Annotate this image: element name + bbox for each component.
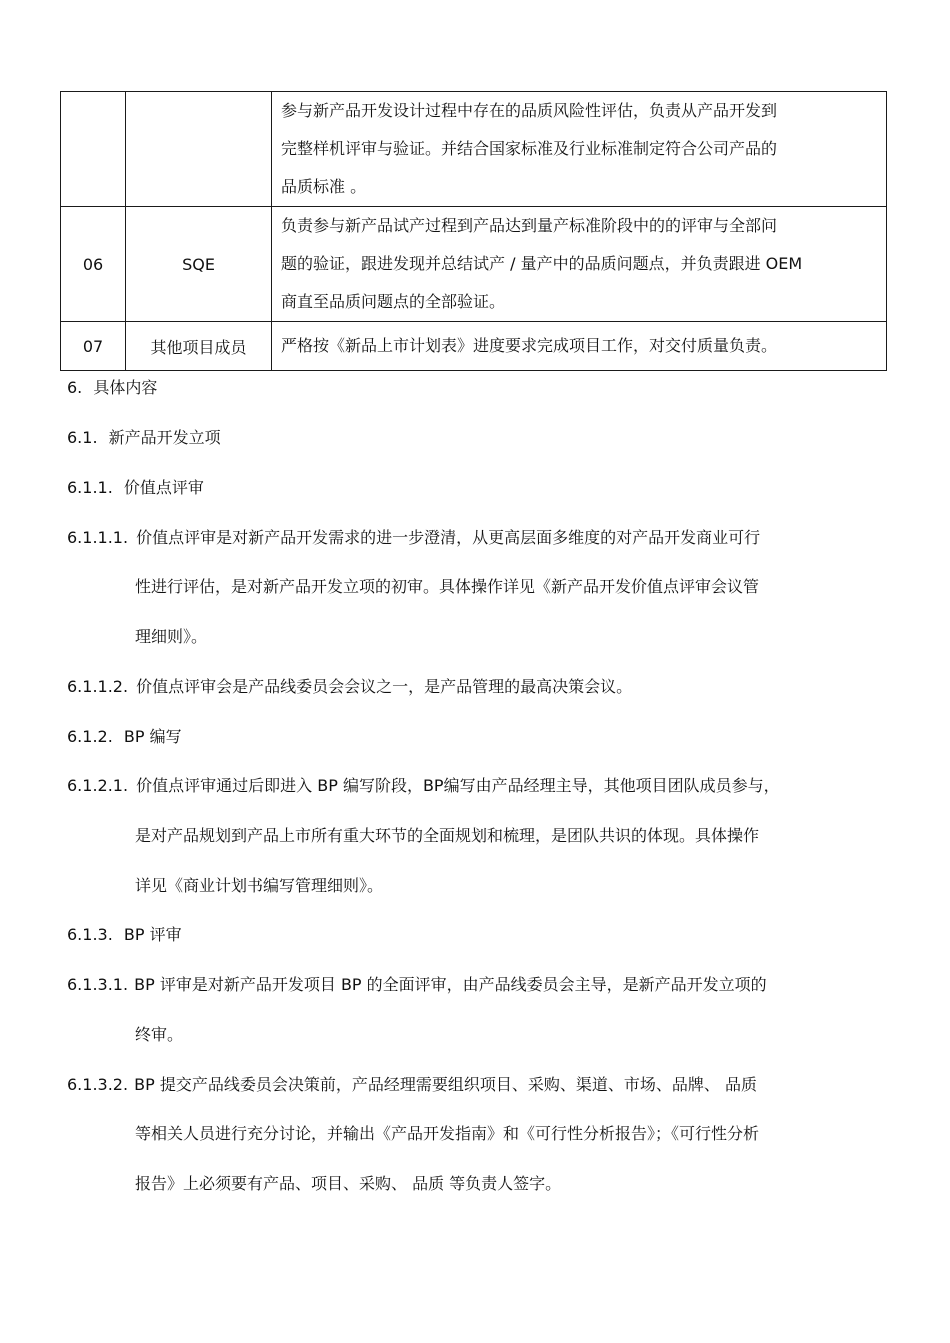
paragraph-continuation: 理细则》。 (135, 627, 208, 646)
paragraph (67, 527, 760, 549)
table-cell-role (126, 92, 272, 207)
paragraph (67, 974, 767, 996)
table-row (61, 322, 887, 371)
paragraph-text: 价值点评审是对新产品开发需求的进一步澄清，从更高层面多维度的对产品开发商业可行 (136, 528, 761, 547)
paragraph-text: 价值点评审通过后即进入 BP 编写阶段，BP编写由产品经理主导，其他项目团队成员参与， (136, 776, 780, 795)
section-number: 6.1.3. (67, 925, 113, 944)
table-cell-number (61, 92, 126, 207)
description-line: 严格按《新品上市计划表》进度要求完成项目工作，对交付质量负责。 (281, 336, 778, 355)
section-title: 价值点评审 (123, 478, 204, 497)
table-cell-role: SQE (126, 207, 272, 322)
section-number: 6.1. (67, 428, 98, 447)
paragraph-text: 价值点评审会是产品线委员会会议之一，是产品管理的最高决策会议。 (136, 677, 633, 696)
paragraph-text: BP 提交产品线委员会决策前，产品经理需要组织项目、采购、渠道、市场、品牌、 品质 (134, 1075, 757, 1094)
description-line: 参与新产品开发设计过程中存在的品质风险性评估，负责从产品开发到 (281, 101, 778, 120)
section-title: BP 评审 (123, 925, 182, 944)
paragraph-text: BP 评审是对新产品开发项目 BP 的全面评审，由产品线委员会主导，是新产品开发立项的 (134, 975, 767, 994)
paragraph-continuation: 报告》上必须要有产品、项目、采购、 品质 等负责人签字。 (135, 1174, 562, 1193)
table-cell-number: 07 (61, 322, 126, 371)
section-title: 具体内容 (93, 378, 158, 397)
description-line: 负责参与新产品试产过程到产品达到量产标准阶段中的的评审与全部问 (281, 216, 778, 235)
table-cell-description (272, 322, 887, 371)
section-number: 6.1.3.2. (67, 1075, 129, 1094)
section-heading (67, 477, 204, 499)
paragraph-continuation: 终审。 (135, 1025, 184, 1044)
paragraph-continuation: 等相关人员进行充分讨论，并输出《产品开发指南》和《可行性分析报告》；《可行性分析 (135, 1124, 760, 1143)
description-line: 题的验证，跟进发现并总结试产 / 量产中的品质问题点，并负责跟进 OEM (281, 254, 803, 273)
table-cell-role: 其他项目成员 (126, 322, 272, 371)
paragraph-continuation: 详见《商业计划书编写管理细则》。 (135, 876, 384, 895)
section-title: BP 编写 (123, 727, 182, 746)
paragraph (67, 676, 632, 698)
description-line: 品质标准 。 (281, 177, 367, 196)
section-number: 6.1.2.1. (67, 776, 129, 795)
description-line: 商直至品质问题点的全部验证。 (281, 292, 506, 311)
table-cell-description (272, 207, 887, 322)
section-heading (67, 377, 157, 399)
paragraph-continuation: 性进行评估，是对新产品开发立项的初审。具体操作详见《新产品开发价值点评审会议管 (135, 577, 760, 596)
paragraph-continuation: 是对产品规划到产品上市所有重大环节的全面规划和梳理，是团队共识的体现。具体操作 (135, 826, 760, 845)
section-heading (67, 924, 182, 946)
table-row (61, 92, 887, 207)
paragraph (67, 1074, 757, 1096)
table-row (61, 207, 887, 322)
table-cell-number: 06 (61, 207, 126, 322)
section-heading (67, 726, 182, 748)
section-title: 新产品开发立项 (108, 428, 221, 447)
description-line: 完整样机评审与验证。并结合国家标准及行业标准制定符合公司产品的 (281, 139, 778, 158)
section-number: 6. (67, 378, 83, 397)
roles-table (60, 91, 887, 371)
section-number: 6.1.1. (67, 478, 113, 497)
paragraph (67, 775, 780, 797)
section-heading (67, 427, 221, 449)
table-cell-description (272, 92, 887, 207)
section-number: 6.1.3.1. (67, 975, 129, 994)
section-number: 6.1.2. (67, 727, 113, 746)
section-number: 6.1.1.2. (67, 677, 129, 696)
section-number: 6.1.1.1. (67, 528, 129, 547)
